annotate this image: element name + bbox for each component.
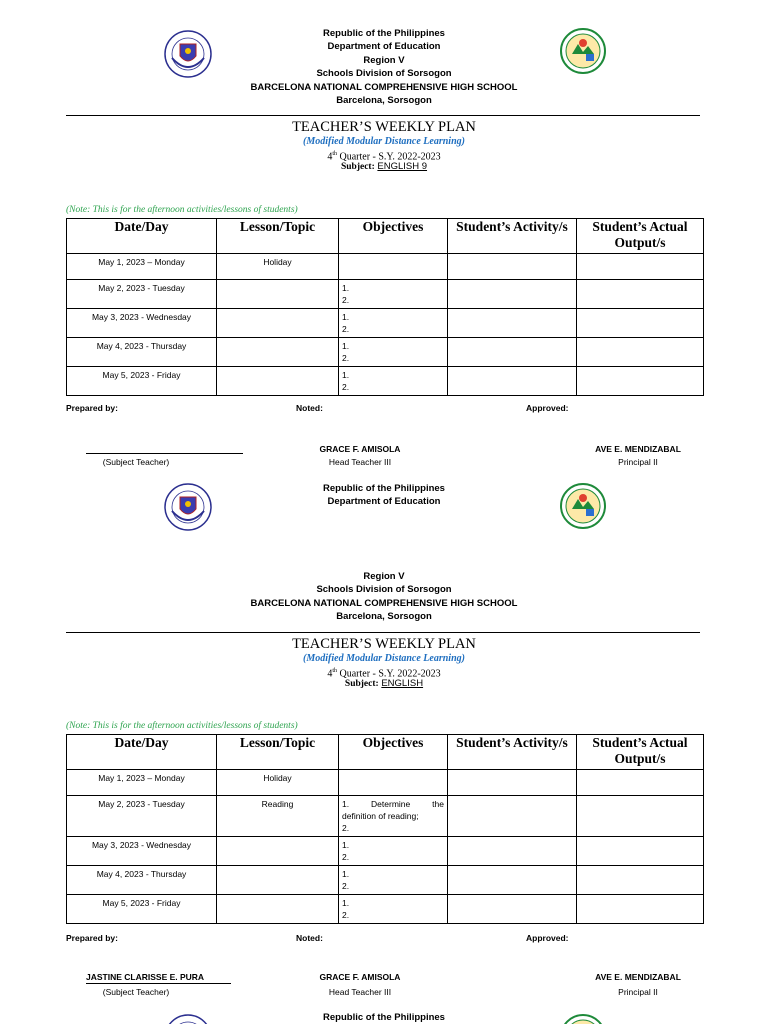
- lesson-cell: [217, 866, 339, 895]
- date-cell: May 1, 2023 – Monday: [67, 254, 217, 280]
- school-header: [200, 27, 568, 107]
- prepared-by-label: Prepared by:: [66, 403, 118, 413]
- col-header-activity: Student’s Activity/s: [448, 735, 577, 770]
- output-cell: [577, 770, 704, 796]
- principal-role: Principal II: [618, 987, 658, 997]
- header-line-region: Region V: [363, 571, 405, 582]
- table-row: [67, 837, 704, 866]
- head-teacher-role: Head Teacher III: [328, 987, 392, 997]
- header-line-republic: Republic of the Philippines: [323, 28, 445, 39]
- table-row: [67, 280, 704, 309]
- school-header: [200, 1011, 568, 1024]
- plan-title: TEACHER’S WEEKLY PLAN: [292, 119, 476, 135]
- col-header-activity: Student’s Activity/s: [448, 219, 577, 254]
- school-header-continued: [200, 570, 568, 624]
- lesson-cell: [217, 367, 339, 396]
- header-line-division: Schools Division of Sorsogon: [316, 584, 452, 596]
- output-cell: [577, 796, 704, 837]
- date-cell: May 5, 2023 - Friday: [67, 895, 217, 924]
- plan-title: TEACHER’S WEEKLY PLAN: [292, 636, 476, 652]
- teacher-name: JASTINE CLARISSE E. PURA: [86, 972, 205, 982]
- date-cell: May 2, 2023 - Tuesday: [67, 796, 217, 837]
- teacher-role: (Subject Teacher): [102, 457, 170, 467]
- col-header-output: Student’s Actual Output/s: [577, 735, 704, 770]
- plan-note: (Note: This is for the afternoon activities/lessons of students): [66, 205, 298, 215]
- objectives-cell: 1. 2.: [339, 280, 448, 309]
- lesson-cell: [217, 895, 339, 924]
- objectives-cell: 1. 2.: [339, 837, 448, 866]
- table-row: [67, 796, 704, 837]
- objectives-cell: 1. 2.: [339, 309, 448, 338]
- date-cell: May 4, 2023 - Thursday: [67, 866, 217, 895]
- plan-quarter: 4th Quarter - S.Y. 2022-2023: [327, 151, 441, 163]
- noted-label: Noted:: [296, 933, 323, 943]
- lesson-cell: [217, 338, 339, 367]
- table-row: [67, 338, 704, 367]
- col-header-date: Date/Day: [67, 735, 217, 770]
- output-cell: [577, 309, 704, 338]
- header-line-address: Barcelona, Sorsogon: [336, 95, 432, 107]
- plan-mode: (Modified Modular Distance Learning): [303, 653, 465, 664]
- output-cell: [577, 280, 704, 309]
- plan-subject: Subject: ENGLISH 9: [340, 161, 428, 172]
- plan-subject: Subject: ENGLISH: [344, 678, 424, 689]
- activity-cell: [448, 254, 577, 280]
- objectives-cell: 1. 2.: [339, 367, 448, 396]
- date-cell: May 2, 2023 - Tuesday: [67, 280, 217, 309]
- activity-cell: [448, 837, 577, 866]
- noted-label: Noted:: [296, 403, 323, 413]
- output-cell: [577, 254, 704, 280]
- head-teacher-name: GRACE F. AMISOLA: [319, 972, 401, 982]
- weekly-plan-table: [66, 734, 704, 924]
- table-row: [67, 309, 704, 338]
- school-header: [200, 482, 568, 509]
- head-teacher-name: GRACE F. AMISOLA: [319, 444, 401, 454]
- lesson-cell: [217, 280, 339, 309]
- approved-label: Approved:: [526, 933, 569, 943]
- lesson-cell: Holiday: [217, 770, 339, 796]
- table-row: [67, 254, 704, 280]
- output-cell: [577, 866, 704, 895]
- col-header-lesson: Lesson/Topic: [217, 735, 339, 770]
- teacher-role: (Subject Teacher): [102, 987, 170, 997]
- objectives-cell: 1. 2.: [339, 895, 448, 924]
- weekly-plan-table: [66, 218, 704, 396]
- activity-cell: [448, 309, 577, 338]
- header-line-deped: Department of Education: [327, 496, 441, 508]
- header-line-address: Barcelona, Sorsogon: [336, 611, 432, 623]
- lesson-cell: [217, 309, 339, 338]
- objectives-cell: 1. 2.: [339, 866, 448, 895]
- objectives-cell: 1. Determine the definition of reading; 2.: [339, 796, 448, 837]
- output-cell: [577, 895, 704, 924]
- header-line-deped: Department of Education: [327, 41, 441, 53]
- output-cell: [577, 367, 704, 396]
- header-divider: [66, 115, 700, 116]
- activity-cell: [448, 338, 577, 367]
- lesson-cell: [217, 837, 339, 866]
- table-row: [67, 895, 704, 924]
- principal-name: AVE E. MENDIZABAL: [595, 444, 681, 454]
- col-header-date: Date/Day: [67, 219, 217, 254]
- activity-cell: [448, 796, 577, 837]
- header-line-school: BARCELONA NATIONAL COMPREHENSIVE HIGH SCHOOL: [250, 81, 518, 93]
- table-row: [67, 866, 704, 895]
- col-header-objectives: Objectives: [339, 735, 448, 770]
- col-header-objectives: Objectives: [339, 219, 448, 254]
- output-cell: [577, 837, 704, 866]
- lesson-cell: Holiday: [217, 254, 339, 280]
- date-cell: May 4, 2023 - Thursday: [67, 338, 217, 367]
- header-line-region: Region V: [363, 54, 405, 66]
- plan-mode: (Modified Modular Distance Learning): [303, 136, 465, 147]
- principal-role: Principal II: [618, 457, 658, 467]
- date-cell: May 1, 2023 – Monday: [67, 770, 217, 796]
- table-row: [67, 367, 704, 396]
- activity-cell: [448, 770, 577, 796]
- principal-name: AVE E. MENDIZABAL: [595, 972, 681, 982]
- activity-cell: [448, 895, 577, 924]
- approved-label: Approved:: [526, 403, 569, 413]
- lesson-cell: Reading: [217, 796, 339, 837]
- teacher-signature-line: [86, 453, 243, 454]
- table-row: [67, 770, 704, 796]
- activity-cell: [448, 280, 577, 309]
- col-header-output: Student’s Actual Output/s: [577, 219, 704, 254]
- header-line-school: BARCELONA NATIONAL COMPREHENSIVE HIGH SCHOOL: [250, 597, 518, 609]
- header-line-republic: Republic of the Philippines: [323, 1012, 445, 1023]
- header-divider: [66, 632, 700, 633]
- output-cell: [577, 338, 704, 367]
- header-line-republic: Republic of the Philippines: [323, 483, 445, 494]
- objectives-cell: [339, 254, 448, 280]
- date-cell: May 3, 2023 - Wednesday: [67, 309, 217, 338]
- plan-quarter: 4th Quarter - S.Y. 2022-2023: [327, 668, 441, 680]
- date-cell: May 3, 2023 - Wednesday: [67, 837, 217, 866]
- activity-cell: [448, 367, 577, 396]
- col-header-lesson: Lesson/Topic: [217, 219, 339, 254]
- prepared-by-label: Prepared by:: [66, 933, 118, 943]
- head-teacher-role: Head Teacher III: [328, 457, 392, 467]
- plan-note: (Note: This is for the afternoon activities/lessons of students): [66, 721, 298, 731]
- activity-cell: [448, 866, 577, 895]
- date-cell: May 5, 2023 - Friday: [67, 367, 217, 396]
- header-line-division: Schools Division of Sorsogon: [316, 68, 452, 80]
- objectives-cell: [339, 770, 448, 796]
- objectives-cell: 1. 2.: [339, 338, 448, 367]
- teacher-signature-line: [86, 983, 231, 984]
